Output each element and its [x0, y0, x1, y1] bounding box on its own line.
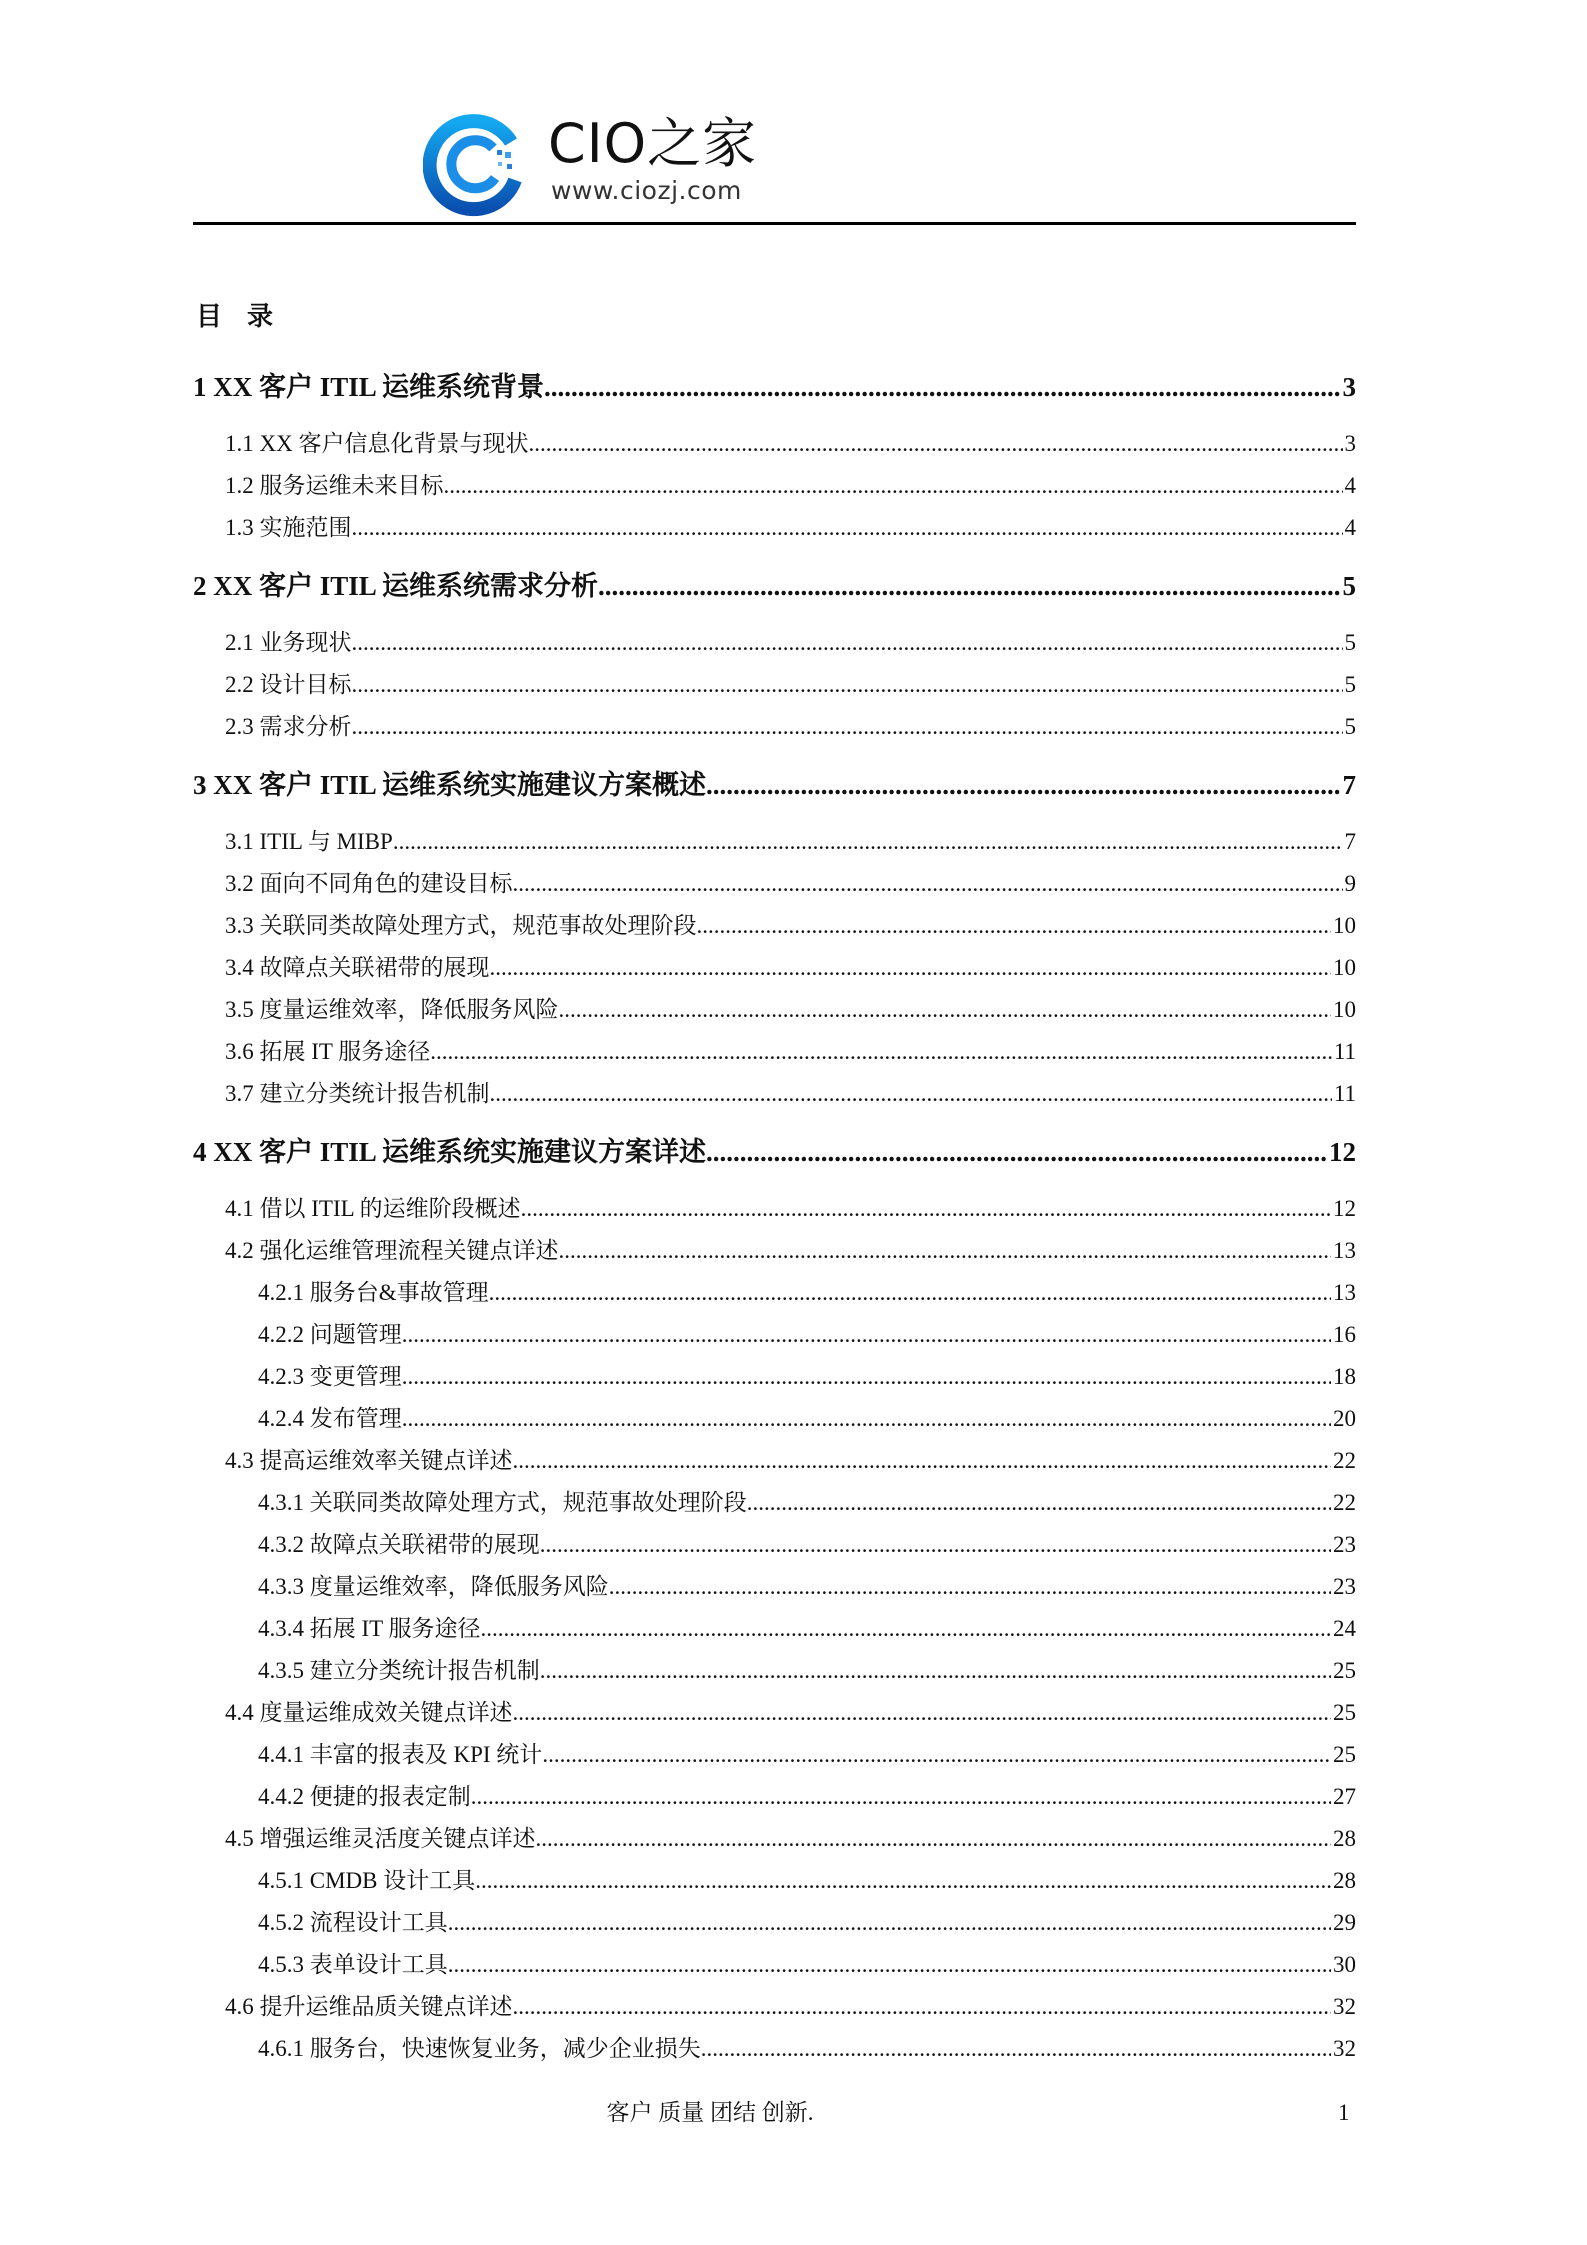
toc-entry[interactable]	[193, 1440, 1356, 1482]
dot-leader	[471, 1776, 1331, 1818]
cio-logo	[423, 112, 803, 222]
toc-entry-label: 4.4.1 丰富的报表及 KPI 统计	[258, 1742, 543, 1767]
toc-entry[interactable]	[193, 507, 1356, 549]
dot-leader	[528, 423, 1342, 465]
toc-entry[interactable]	[193, 905, 1356, 947]
toc-entry-label: 3.2 面向不同角色的建设目标	[225, 871, 513, 896]
dot-leader	[542, 1734, 1331, 1776]
dot-leader	[521, 1188, 1331, 1230]
toc-entry-page: 11	[1333, 1039, 1356, 1064]
dot-leader	[540, 1650, 1331, 1692]
dot-leader	[402, 1314, 1331, 1356]
toc-entry[interactable]	[193, 1860, 1356, 1902]
toc-entry-page: 5	[1344, 672, 1356, 697]
toc-entry[interactable]	[193, 622, 1356, 664]
dot-leader	[475, 1860, 1331, 1902]
toc-entry-label: 4.3.4 拓展 IT 服务途径	[258, 1616, 481, 1641]
toc-entry[interactable]	[193, 1314, 1356, 1356]
toc-entry[interactable]	[193, 1356, 1356, 1398]
toc-entry-label: 3.5 度量运维效率，降低服务风险	[225, 997, 559, 1022]
toc-entry-label: 3.1 ITIL 与 MIBP	[225, 829, 393, 854]
toc-entry-label: 3.3 关联同类故障处理方式，规范事故处理阶段	[225, 913, 697, 938]
dot-leader	[706, 764, 1340, 806]
toc-entry-label: 4.2.3 变更管理	[258, 1364, 402, 1389]
dot-leader	[430, 1031, 1332, 1073]
toc-entry-label: 2.2 设计目标	[225, 672, 352, 697]
toc-entry-page: 10	[1333, 955, 1356, 980]
toc-entry-page: 10	[1333, 997, 1356, 1022]
dot-leader	[352, 507, 1343, 549]
toc-entry-label: 1.1 XX 客户信息化背景与现状	[225, 431, 529, 456]
toc-entry-page: 10	[1333, 913, 1356, 938]
dot-leader	[448, 1902, 1331, 1944]
toc-entry-page: 18	[1333, 1364, 1356, 1389]
toc-entry-page: 11	[1333, 1081, 1356, 1106]
dot-leader	[444, 465, 1343, 507]
toc-entry[interactable]	[193, 1608, 1356, 1650]
dot-leader	[701, 2028, 1331, 2070]
dot-leader	[352, 706, 1343, 748]
toc-entry-page: 20	[1333, 1406, 1356, 1431]
dot-leader	[536, 1818, 1332, 1860]
toc-entry[interactable]	[193, 1131, 1356, 1173]
toc-entry[interactable]	[193, 1230, 1356, 1272]
toc-entry-page: 12	[1333, 1196, 1356, 1221]
toc-entry-label: 4.5 增强运维灵活度关键点详述	[225, 1826, 536, 1851]
toc-entry-page: 7	[1344, 829, 1356, 854]
toc-entry[interactable]	[193, 1482, 1356, 1524]
toc-entry[interactable]	[193, 1776, 1356, 1818]
toc-entry[interactable]	[193, 465, 1356, 507]
toc-entry-page: 24	[1333, 1616, 1356, 1641]
dot-leader	[513, 1986, 1332, 2028]
toc-entry-page: 13	[1333, 1238, 1356, 1263]
toc-entry-page: 25	[1333, 1700, 1356, 1725]
toc-entry-page: 32	[1333, 2036, 1356, 2061]
toc-entry-page: 5	[1344, 630, 1356, 655]
toc-entry[interactable]	[193, 1073, 1356, 1115]
dot-leader	[559, 989, 1332, 1031]
toc-entry[interactable]	[193, 1031, 1356, 1073]
cio-logo-icon	[423, 112, 529, 218]
toc-entry-page: 16	[1333, 1322, 1356, 1347]
toc-entry-label: 4.6 提升运维品质关键点详述	[225, 1994, 513, 2019]
toc-entry-label: 2.3 需求分析	[225, 714, 352, 739]
toc-entry-label: 1.2 服务运维未来目标	[225, 473, 444, 498]
toc-entry-label: 4.3.1 关联同类故障处理方式，规范事故处理阶段	[258, 1490, 747, 1515]
toc-entry-label: 3 XX 客户 ITIL 运维系统实施建议方案概述	[193, 770, 707, 800]
toc-entry-page: 22	[1333, 1448, 1356, 1473]
toc-entry-label: 4.1 借以 ITIL 的运维阶段概述	[225, 1196, 521, 1221]
logo-name: CIO之家	[548, 112, 758, 175]
toc-entry-page: 23	[1333, 1532, 1356, 1557]
toc-entry-label: 4.3 提高运维效率关键点详述	[225, 1448, 513, 1473]
toc-entry-page: 12	[1329, 1137, 1356, 1167]
dot-leader	[352, 622, 1343, 664]
toc-entry-page: 23	[1333, 1574, 1356, 1599]
footer-page-number: 1	[1338, 2100, 1350, 2125]
toc-entry-label: 4.3.5 建立分类统计报告机制	[258, 1658, 540, 1683]
toc-entry-page: 9	[1344, 871, 1356, 896]
toc-entry[interactable]	[193, 1902, 1356, 1944]
dot-leader	[559, 1230, 1332, 1272]
toc-entry-label: 4.4 度量运维成效关键点详述	[225, 1700, 513, 1725]
toc-entry-label: 4 XX 客户 ITIL 运维系统实施建议方案详述	[193, 1137, 707, 1167]
toc-entry-page: 3	[1342, 372, 1356, 402]
toc-entry[interactable]	[193, 1734, 1356, 1776]
dot-leader	[490, 1073, 1332, 1115]
toc-entry[interactable]	[193, 423, 1356, 465]
toc-entry[interactable]	[193, 1524, 1356, 1566]
toc-entry[interactable]	[193, 1986, 1356, 2028]
dot-leader	[393, 821, 1343, 863]
toc-entry[interactable]	[193, 1692, 1356, 1734]
dot-leader	[402, 1356, 1331, 1398]
toc-entry-page: 22	[1333, 1490, 1356, 1515]
toc-entry[interactable]	[193, 947, 1356, 989]
toc-entry-page: 3	[1344, 431, 1356, 456]
dot-leader	[544, 366, 1340, 408]
footer-motto: 客户 质量 团结 创新.	[606, 2100, 814, 2125]
dot-leader	[402, 1398, 1331, 1440]
toc-entry[interactable]	[193, 706, 1356, 748]
dot-leader	[540, 1524, 1331, 1566]
toc-entry-label: 4.2 强化运维管理流程关键点详述	[225, 1238, 559, 1263]
toc-entry-page: 25	[1333, 1658, 1356, 1683]
toc-entry-page: 4	[1344, 473, 1356, 498]
toc-entry-page: 4	[1344, 515, 1356, 540]
toc-entry-label: 3.6 拓展 IT 服务途径	[225, 1039, 431, 1064]
toc-entry-page: 5	[1342, 571, 1356, 601]
toc-entry[interactable]	[193, 2028, 1356, 2070]
toc-entry[interactable]	[193, 565, 1356, 607]
toc-entry-label: 4.2.2 问题管理	[258, 1322, 402, 1347]
toc-entry[interactable]	[193, 1272, 1356, 1314]
toc-entry-page: 32	[1333, 1994, 1356, 2019]
toc-entry-label: 4.3.3 度量运维效率，降低服务风险	[258, 1574, 609, 1599]
toc-entry-label: 4.5.3 表单设计工具	[258, 1952, 448, 1977]
toc-entry-label: 4.5.1 CMDB 设计工具	[258, 1868, 476, 1893]
dot-leader	[513, 1440, 1332, 1482]
toc-entry[interactable]	[193, 664, 1356, 706]
toc-entry-page: 29	[1333, 1910, 1356, 1935]
dot-leader	[706, 1131, 1327, 1173]
toc-entry-page: 13	[1333, 1280, 1356, 1305]
toc-entry-page: 5	[1344, 714, 1356, 739]
dot-leader	[513, 863, 1343, 905]
dot-leader	[747, 1482, 1331, 1524]
toc-entry-label: 3.4 故障点关联裙带的展现	[225, 955, 490, 980]
toc-entry[interactable]	[193, 1566, 1356, 1608]
toc-entry-label: 4.5.2 流程设计工具	[258, 1910, 448, 1935]
toc-entry-label: 2 XX 客户 ITIL 运维系统需求分析	[193, 571, 599, 601]
toc-entry-page: 27	[1333, 1784, 1356, 1809]
toc-entry-page: 30	[1333, 1952, 1356, 1977]
toc-entry-label: 1.3 实施范围	[225, 515, 352, 540]
toc-entry[interactable]	[193, 1398, 1356, 1440]
dot-leader	[352, 664, 1343, 706]
logo-url: www.ciozj.com	[551, 176, 742, 205]
toc-entry-label: 4.2.4 发布管理	[258, 1406, 402, 1431]
toc-entry-label: 4.3.2 故障点关联裙带的展现	[258, 1532, 540, 1557]
toc-entry-page: 7	[1342, 770, 1356, 800]
toc-entry-page: 28	[1333, 1826, 1356, 1851]
dot-leader	[481, 1608, 1331, 1650]
toc-entry[interactable]	[193, 1650, 1356, 1692]
toc-title: 目 录	[196, 302, 282, 332]
header-rule	[193, 222, 1356, 225]
toc-entry-label: 4.6.1 服务台，快速恢复业务，减少企业损失	[258, 2036, 701, 2061]
toc-entry[interactable]	[193, 1188, 1356, 1230]
dot-leader	[489, 1272, 1331, 1314]
toc-entry[interactable]	[193, 863, 1356, 905]
toc-entry-label: 4.2.1 服务台&事故管理	[258, 1280, 489, 1305]
toc-entry[interactable]	[193, 1818, 1356, 1860]
toc-entry-page: 25	[1333, 1742, 1356, 1767]
toc-entry[interactable]	[193, 989, 1356, 1031]
toc-entry-label: 2.1 业务现状	[225, 630, 352, 655]
toc-entry-label: 4.4.2 便捷的报表定制	[258, 1784, 471, 1809]
dot-leader	[448, 1944, 1331, 1986]
dot-leader	[697, 905, 1332, 947]
toc-entry[interactable]	[193, 764, 1356, 806]
toc-entry[interactable]	[193, 1944, 1356, 1986]
dot-leader	[513, 1692, 1332, 1734]
table-of-contents	[193, 366, 1356, 2070]
toc-entry[interactable]	[193, 821, 1356, 863]
toc-entry-page: 28	[1333, 1868, 1356, 1893]
toc-entry-label: 1 XX 客户 ITIL 运维系统背景	[193, 372, 545, 402]
dot-leader	[490, 947, 1332, 989]
dot-leader	[598, 565, 1340, 607]
toc-entry-label: 3.7 建立分类统计报告机制	[225, 1081, 490, 1106]
dot-leader	[609, 1566, 1331, 1608]
toc-entry[interactable]	[193, 366, 1356, 408]
